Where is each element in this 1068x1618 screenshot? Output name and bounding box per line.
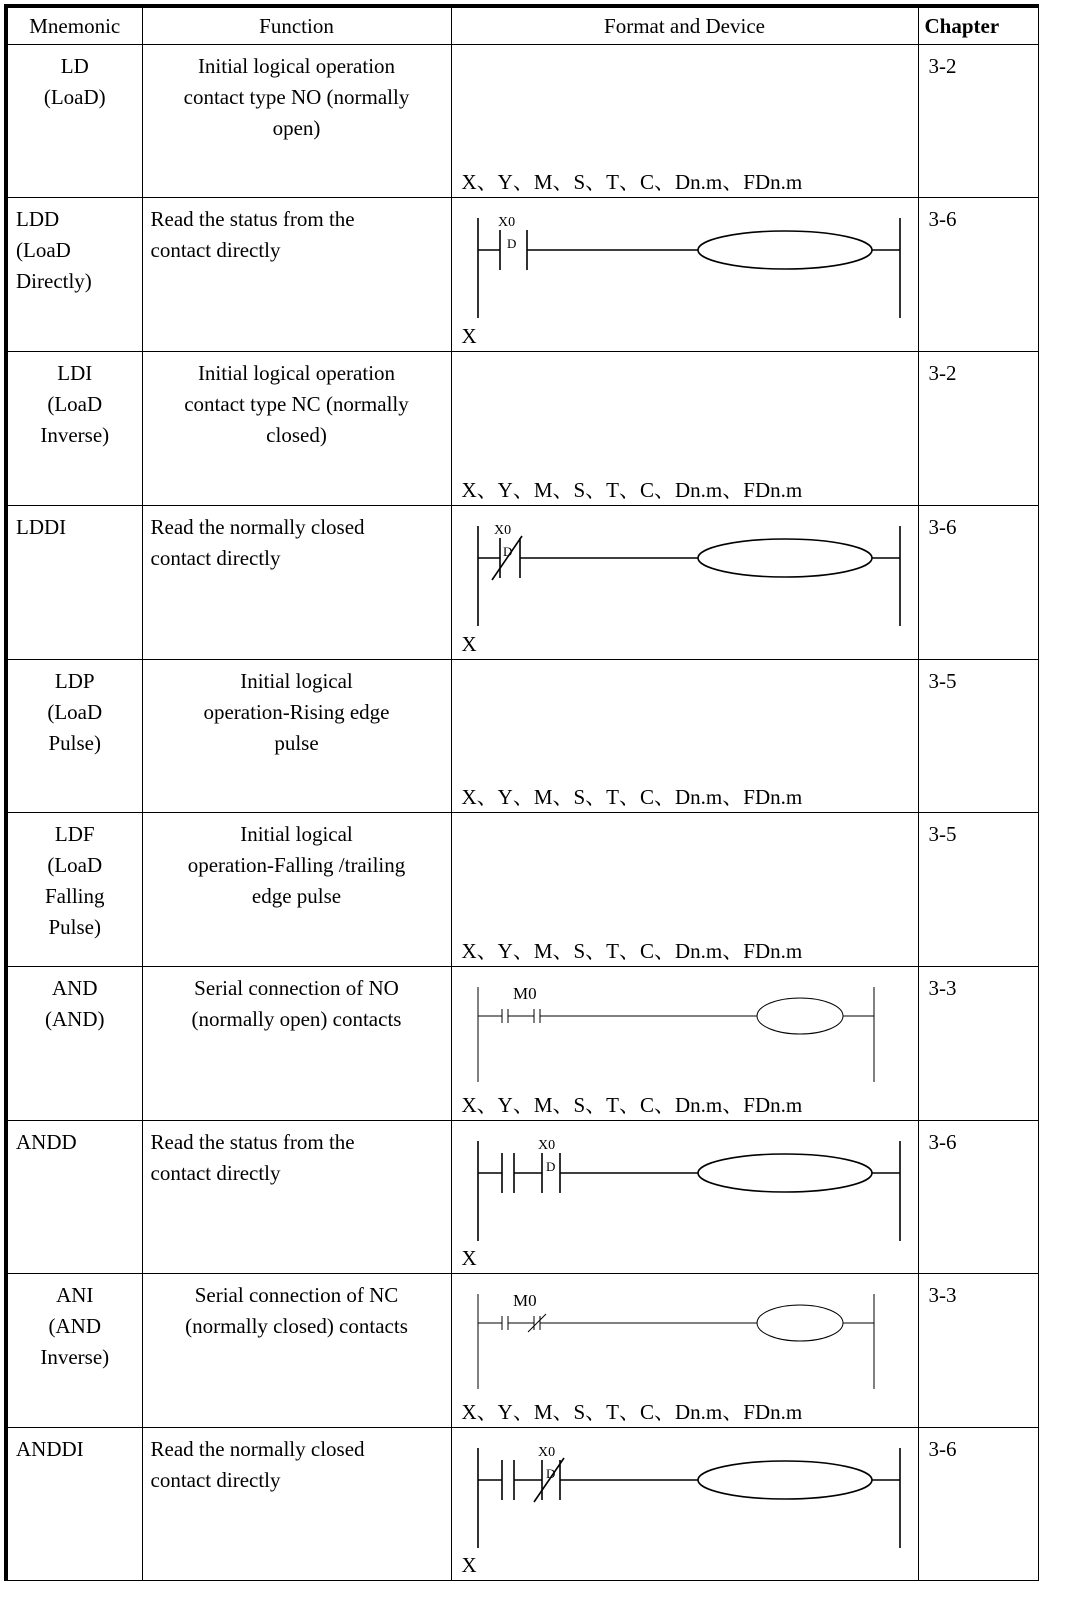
device-list: X [461,632,477,656]
mnemonic-line: LDDI [16,515,67,539]
chapter-cell: 3-5 [918,813,1038,967]
function-line: edge pulse [251,884,342,908]
chapter-cell: 3-6 [918,1428,1038,1581]
function-line: Read the normally closed [150,1437,365,1461]
ladder-diagram [452,198,919,323]
table-header-row [6,6,1038,45]
mnemonic-line: (AND [48,1314,101,1338]
function-line: open) [272,116,321,140]
device-label: X0 [497,215,515,230]
function-line: (normally open) contacts [191,1007,402,1031]
coil-icon [698,1461,872,1499]
mnemonic-line: Pulse) [48,731,101,755]
mnemonic-line: LDP [54,669,95,693]
function-line: Serial connection of NC [194,1283,399,1307]
contact-mark: D [545,1466,555,1481]
device-label: X0 [537,1138,555,1153]
device-list: X、Y、M、S、T、C、Dn.m、FDn.m [461,170,803,194]
format-cell [451,1428,918,1581]
header-mnemonic: Mnemonic [6,6,142,45]
format-cell [451,660,918,813]
direct-contact-icon [478,218,900,318]
function-line: Read the normally closed [150,515,365,539]
mnemonic-cell [6,1428,142,1581]
device-list: X [461,1246,477,1270]
chapter-cell: 3-3 [918,967,1038,1121]
mnemonic-line: ANDDI [16,1437,84,1461]
function-line: Initial logical operation [197,54,396,78]
table-row [6,1274,1038,1428]
series-no-contact-icon [478,987,874,1082]
mnemonic-line: Directly) [16,269,92,293]
direct-nc-contact-icon [478,526,900,626]
mnemonic-line: (LoaD) [43,85,106,109]
table-row [6,1428,1038,1581]
function-cell [142,45,451,198]
function-line: contact directly [150,1468,281,1492]
mnemonic-line: (LoaD [47,700,103,724]
function-cell [142,1274,451,1428]
table-row [6,967,1038,1121]
chapter-cell: 3-2 [918,45,1038,198]
mnemonic-line: ANI [56,1283,94,1307]
function-line: operation-Rising edge [203,700,390,724]
contact-mark: D [545,1159,555,1174]
function-line: Initial logical [240,822,353,846]
function-cell [142,1121,451,1274]
mnemonic-cell [6,1121,142,1274]
series-direct-contact-icon [478,1141,900,1241]
function-cell [142,1428,451,1581]
function-cell [142,813,451,967]
mnemonic-cell [6,352,142,506]
mnemonic-cell [6,813,142,967]
mnemonic-line: Falling [44,884,105,908]
function-cell [142,967,451,1121]
format-cell [451,352,918,506]
device-list: X、Y、M、S、T、C、Dn.m、FDn.m [461,785,803,809]
mnemonic-line: Pulse) [48,915,101,939]
function-cell [142,352,451,506]
mnemonic-line: AND [52,976,98,1000]
mnemonic-line: (LoaD [47,853,103,877]
function-line: Read the status from the [150,207,355,231]
function-line: contact type NC (normally [184,392,409,416]
mnemonic-line: Inverse) [40,1345,110,1369]
format-cell [451,1274,918,1428]
chapter-cell: 3-5 [918,660,1038,813]
function-line: operation-Falling /trailing [187,853,406,877]
chapter-cell: 3-6 [918,506,1038,660]
mnemonic-cell [6,660,142,813]
chapter-cell: 3-2 [918,352,1038,506]
function-line: closed) [266,423,327,447]
format-cell [451,813,918,967]
table-row [6,198,1038,352]
series-direct-nc-contact-icon [478,1448,900,1548]
device-list: X [461,1553,477,1577]
mnemonic-cell [6,198,142,352]
format-cell [451,45,918,198]
function-line: contact directly [150,1161,281,1185]
mnemonic-cell [6,45,142,198]
instruction-table [4,4,1039,1581]
function-cell [142,506,451,660]
ladder-diagram [452,967,919,1092]
function-line: contact directly [150,546,281,570]
format-cell [451,1121,918,1274]
ladder-diagram [452,1428,919,1553]
mnemonic-line: (LoaD [16,238,71,262]
mnemonic-line: LDI [57,361,93,385]
device-list: X、Y、M、S、T、C、Dn.m、FDn.m [461,1400,803,1424]
chapter-cell: 3-6 [918,198,1038,352]
ladder-diagram [452,1274,919,1399]
mnemonic-cell [6,1274,142,1428]
mnemonic-line: LDF [54,822,95,846]
header-format: Format and Device [451,6,918,45]
format-cell [451,198,918,352]
format-cell [451,967,918,1121]
coil-icon [757,998,843,1034]
function-cell [142,660,451,813]
function-line: Initial logical operation [197,361,396,385]
format-cell [451,506,918,660]
function-line: (normally closed) contacts [185,1314,408,1338]
coil-icon [698,1154,872,1192]
device-label: M0 [512,984,537,1003]
ladder-diagram [452,506,919,631]
function-line: Serial connection of NO [194,976,399,1000]
mnemonic-line: Inverse) [40,423,110,447]
function-line: contact directly [150,238,281,262]
coil-icon [698,539,872,577]
chapter-cell: 3-6 [918,1121,1038,1274]
device-list: X、Y、M、S、T、C、Dn.m、FDn.m [461,478,803,502]
function-cell [142,198,451,352]
table-row [6,506,1038,660]
function-line: Read the status from the [150,1130,355,1154]
chapter-cell: 3-3 [918,1274,1038,1428]
function-line: Initial logical [240,669,353,693]
function-line: pulse [274,731,319,755]
table-row [6,45,1038,198]
device-list: X、Y、M、S、T、C、Dn.m、FDn.m [461,939,803,963]
mnemonic-line: ANDD [16,1130,77,1154]
mnemonic-line: (LoaD [47,392,103,416]
device-label: M0 [512,1291,537,1310]
coil-icon [757,1305,843,1341]
header-function: Function [142,6,451,45]
coil-icon [698,231,872,269]
table-row [6,660,1038,813]
mnemonic-line: (AND) [45,1007,105,1031]
device-list: X、Y、M、S、T、C、Dn.m、FDn.m [461,1093,803,1117]
function-line: contact type NO (normally [183,85,410,109]
mnemonic-cell [6,506,142,660]
mnemonic-line: LD [60,54,89,78]
mnemonic-line: LDD [16,207,60,231]
device-label: X0 [537,1445,555,1460]
contact-mark: D [502,544,512,559]
ladder-diagram [452,1121,919,1246]
device-label: X0 [493,523,511,538]
table-row [6,813,1038,967]
table-row [6,1121,1038,1274]
contact-mark: D [506,236,516,251]
header-chapter: Chapter [918,6,1038,45]
series-nc-contact-icon [478,1294,874,1389]
device-list: X [461,324,477,348]
table-row [6,352,1038,506]
mnemonic-cell [6,967,142,1121]
